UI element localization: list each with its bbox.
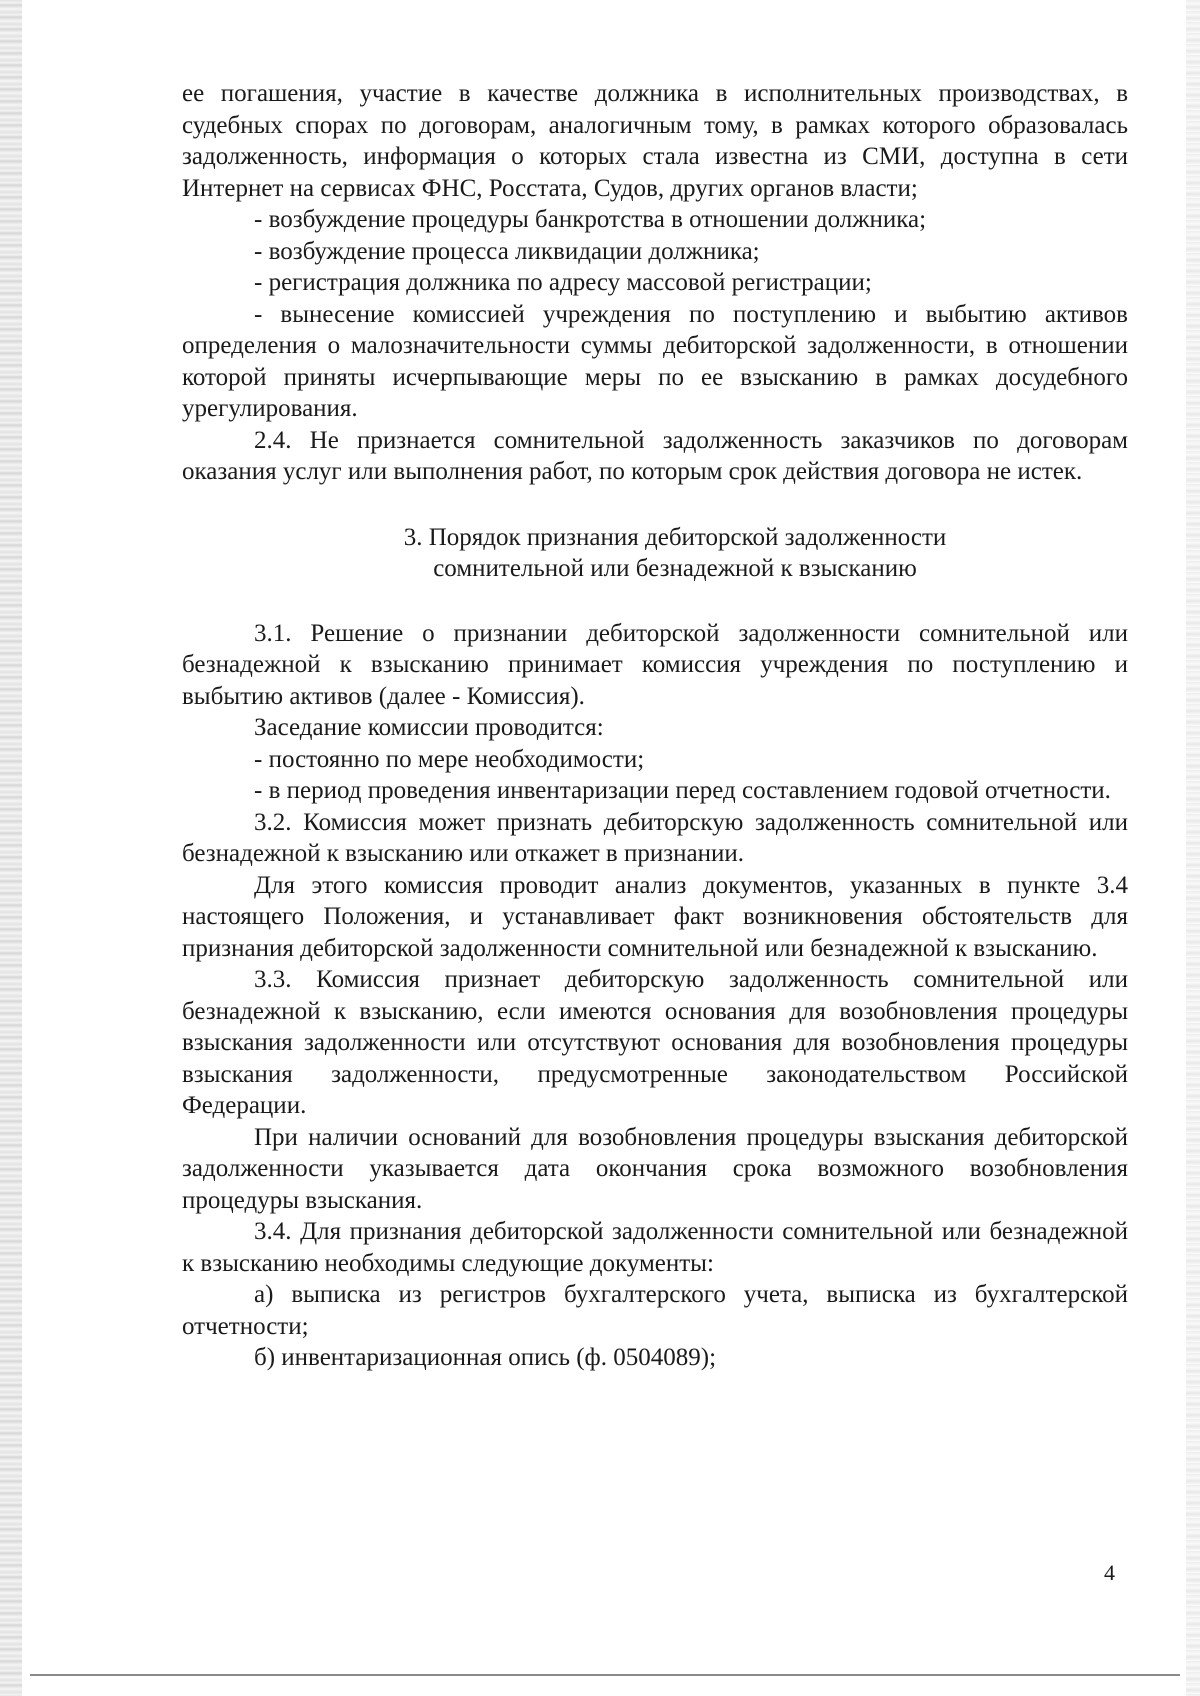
list-item-mass-registration: - регистрация должника по адресу массовой регистрации; [254, 269, 872, 296]
paragraph-renewal-date: При наличии оснований для возобновления процедуры взыскания дебиторской задолженности указывается дата окончания срока возможного возобновления процедуры взыскания. [182, 1123, 1128, 1214]
paragraph-3-4: 3.4. Для признания дебиторской задолженности сомнительной или безнадежной к взысканию необходимы следующие документы: [182, 1218, 1128, 1277]
list-item-b: б) инвентаризационная опись (ф. 0504089); [254, 1344, 717, 1371]
document-page [182, 78, 1128, 1374]
page-number: 4 [1104, 1560, 1115, 1585]
list-item-liquidation: - возбуждение процесса ликвидации должника; [254, 237, 760, 265]
scan-edge-right [1186, 0, 1200, 1696]
list-item-bankruptcy: - возбуждение процедуры банкротства в отношении должника; [254, 206, 927, 233]
section-heading-line2: сомнительной или безнадежной к взысканию [433, 555, 917, 582]
list-item-commission-decision: - вынесение комиссией учреждения по поступлению и выбытию активов определения о малозначительности суммы дебиторской задолженности, в отношении которой приняты исчерпывающие меры по ее взысканию в рамках досудебного урегулирования. [182, 300, 1128, 422]
scan-edge-left [0, 0, 22, 1696]
list-item-as-needed: - постоянно по мере необходимости; [254, 745, 645, 773]
section-heading [182, 522, 1128, 585]
paragraph-3-3: 3.3. Комиссия признает дебиторскую задолженность сомнительной или безнадежной к взысканию, если имеются основания для возобновления процедуры взыскания задолженности или отсутствуют основания для возобновления процедуры взыскания задолженности, предусмотренные законодательством Российской Федерации. [182, 966, 1128, 1119]
paragraph-analysis: Для этого комиссия проводит анализ документов, указанных в пункте 3.4 настоящего Положения, и устанавливает факт возникновения обстоятельств для признания дебиторской задолженности сомнительной или безнадежной к взысканию. [182, 871, 1128, 962]
paragraph-continuation: ее погашения, участие в качестве должника в исполнительных производствах, в судебных спорах по договорам, аналогичным тому, в рамках которого образовалась задолженность, информация о которых стала известна из СМИ, доступна в сети Интернет на сервисах ФНС, Росстата, Судов, других органов власти; [182, 80, 1128, 202]
paragraph-meeting: Заседание комиссии проводится: [254, 714, 604, 741]
scan-edge-bottom [30, 1674, 1180, 1676]
paragraph-3-2: 3.2. Комиссия может признать дебиторскую задолженность сомнительной или безнадежной к взысканию или откажет в признании. [182, 808, 1128, 867]
section-heading-line1: 3. Порядок признания дебиторской задолженности [403, 523, 947, 551]
paragraph-3-1: 3.1. Решение о признании дебиторской задолженности сомнительной или безнадежной к взысканию принимает комиссия учреждения по поступлению и выбытию активов (далее - Комиссия). [182, 619, 1128, 710]
list-item-a: а) выписка из регистров бухгалтерского учета, выписка из бухгалтерской отчетности; [182, 1281, 1128, 1340]
paragraph-2-4: 2.4. Не признается сомнительной задолженность заказчиков по договорам оказания услуг или выполнения работ, по которым срок действия договора не истек. [182, 426, 1128, 485]
list-item-inventory-period: - в период проведения инвентаризации перед составлением годовой отчетности. [254, 777, 1111, 804]
